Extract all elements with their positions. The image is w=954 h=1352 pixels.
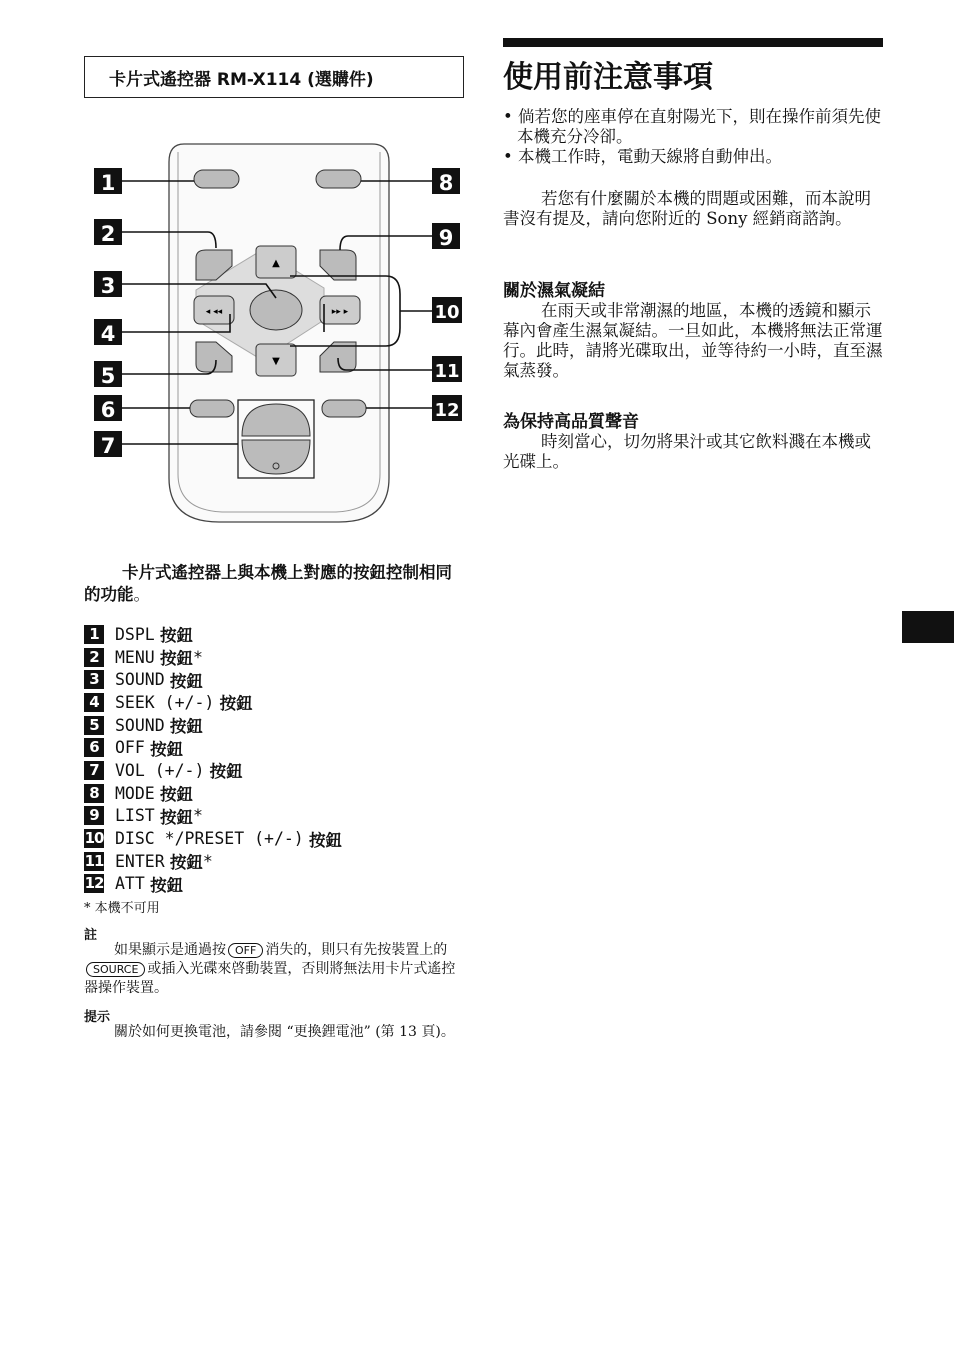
button-number-badge: 10 <box>84 829 104 848</box>
callout-8-label: 8 <box>438 171 454 195</box>
button-number-badge: 1 <box>84 625 104 644</box>
callout-8 <box>432 168 460 195</box>
button-list-item <box>84 668 468 691</box>
button-label: 按鈕 <box>160 807 193 827</box>
button-name: OFF <box>115 738 145 758</box>
button-label: 按鈕 <box>160 626 193 646</box>
button-list-item <box>84 782 468 805</box>
button-label: 按鈕 <box>150 739 184 759</box>
heading-sound-quality: 為保持高品質聲音 <box>503 412 639 432</box>
mode-button-shape <box>316 170 361 188</box>
button-name: DISC */PRESET (+/-) <box>115 829 304 849</box>
button-number-badge: 5 <box>84 716 104 735</box>
button-number-badge: 4 <box>84 693 104 712</box>
intro-tail: 。 <box>133 585 150 604</box>
callout-2 <box>94 219 122 246</box>
button-number-badge: 3 <box>84 670 104 689</box>
remote-title: 卡片式遙控器 RM-X114 (選購件) <box>109 69 374 90</box>
button-label: 按鈕 <box>209 762 243 782</box>
button-mark: * <box>193 806 203 826</box>
paragraph-sound-quality-text: 時刻當心，切勿將果汁或其它飲料濺在本機或光碟上。 <box>503 432 871 471</box>
callout-6 <box>94 395 122 422</box>
button-list-item <box>84 623 468 646</box>
source-button-pill: SOURCE <box>86 962 145 977</box>
callout-9 <box>432 223 460 250</box>
paragraph-condensation-text: 在雨天或非常潮濕的地區，本機的透鏡和顯示幕內會產生濕氣凝結。一旦如此，本機將無法正常運行。此時，請將光碟取出，並等待約一小時，直至濕氣蒸發。 <box>503 301 883 380</box>
paragraph-condensation <box>503 301 883 381</box>
paragraph-contact <box>503 189 883 229</box>
off-button-shape <box>190 400 234 417</box>
callout-12-label: 12 <box>434 400 460 421</box>
button-label: 按鈕 <box>169 717 203 737</box>
button-label: 按鈕 <box>160 649 193 669</box>
button-number-badge: 11 <box>84 851 104 870</box>
callout-2-label: 2 <box>100 222 116 246</box>
button-list-item <box>84 714 468 737</box>
off-button-pill: OFF <box>228 943 263 958</box>
callout-1 <box>94 168 122 195</box>
button-label: 按鈕 <box>309 830 342 850</box>
intro-text <box>84 562 468 606</box>
button-name: ENTER <box>115 851 165 871</box>
note-part3: 或插入光碟來啓動裝置，否則將無法用卡片式遙控器操作裝置。 <box>84 961 456 996</box>
note-part2: 消失的，則只有先按裝置上的 <box>265 942 448 958</box>
button-list-item <box>84 873 468 896</box>
button-list-item <box>84 827 468 850</box>
button-label: 按鈕 <box>160 785 193 805</box>
svg-text:▲: ▲ <box>272 258 280 269</box>
button-mark: * <box>193 647 203 667</box>
callout-3-label: 3 <box>100 274 116 298</box>
button-number-badge: 7 <box>84 761 104 780</box>
title-rule <box>503 38 883 47</box>
button-list-item <box>84 805 468 828</box>
button-number-badge: 8 <box>84 784 104 803</box>
button-label: 按鈕 <box>150 875 184 895</box>
button-name: DSPL <box>115 624 155 644</box>
svg-text:◂ ◂◂: ◂ ◂◂ <box>205 307 223 317</box>
button-list-item <box>84 691 468 714</box>
callout-4 <box>94 319 122 346</box>
section-edge-tab <box>902 611 954 643</box>
button-number-badge: 2 <box>84 648 104 667</box>
button-label: 按鈕 <box>169 853 203 873</box>
note-part1: 如果顯示是通過按 <box>114 942 226 958</box>
note-text <box>84 941 462 998</box>
svg-text:▸▸ ▸: ▸▸ ▸ <box>331 307 349 317</box>
callout-5 <box>94 361 122 388</box>
callout-12 <box>432 395 462 421</box>
button-name: SOUND <box>115 715 165 735</box>
callout-7-label: 7 <box>100 434 116 458</box>
tip-text <box>84 1023 462 1042</box>
button-list-item <box>84 759 468 782</box>
heading-condensation: 關於濕氣凝結 <box>503 281 605 301</box>
bullet-item: • 本機工作時，電動天線將自動伸出。 <box>503 147 782 166</box>
footnote: * 本機不可用 <box>84 901 160 916</box>
button-name: LIST <box>115 806 155 826</box>
callout-7 <box>94 431 122 458</box>
precaution-bullets <box>503 107 883 167</box>
remote-diagram <box>84 138 474 538</box>
button-number-badge: 12 <box>84 874 104 893</box>
button-label: 按鈕 <box>219 694 253 714</box>
button-list-item <box>84 646 468 669</box>
tip-heading: 提示 <box>84 1010 111 1025</box>
dspl-button-shape <box>194 170 239 188</box>
button-number-badge: 6 <box>84 738 104 757</box>
button-list-item <box>84 850 468 873</box>
paragraph-sound-quality <box>503 432 883 472</box>
callout-10-label: 10 <box>434 302 460 323</box>
note-heading: 註 <box>84 928 98 943</box>
button-mark: * <box>202 851 213 871</box>
button-name: MODE <box>115 783 155 803</box>
callout-1-label: 1 <box>100 171 116 195</box>
button-list-item <box>84 736 468 759</box>
sound-center-button-shape <box>250 290 302 330</box>
button-name: ATT <box>115 874 145 894</box>
button-number-badge: 9 <box>84 806 104 825</box>
button-name: SOUND <box>115 670 165 690</box>
tip-body: 關於如何更換電池，請參閱 “更換鋰電池” (第 13 頁)。 <box>114 1024 455 1040</box>
page-title: 使用前注意事項 <box>503 60 713 95</box>
callout-11-label: 11 <box>434 361 460 382</box>
callout-6-label: 6 <box>100 398 116 422</box>
callout-9-label: 9 <box>438 226 454 250</box>
intro-bold: 卡片式遙控器上與本機上對應的按鈕控制相同的功能 <box>84 563 452 604</box>
callout-11 <box>432 356 462 382</box>
callout-4-label: 4 <box>100 322 116 346</box>
paragraph-contact-text: 若您有什麼關於本機的問題或困難，而本說明書沒有提及，請向您附近的 Sony 經銷商諮詢。 <box>503 189 871 228</box>
remote-title-box <box>84 56 464 98</box>
callout-5-label: 5 <box>100 364 116 388</box>
button-label: 按鈕 <box>169 671 203 691</box>
button-name: SEEK (+/-) <box>115 692 215 712</box>
button-list <box>84 623 468 895</box>
callout-3 <box>94 271 122 298</box>
svg-text:▼: ▼ <box>272 356 280 367</box>
callout-10 <box>432 297 462 323</box>
button-name: MENU <box>115 647 155 667</box>
button-name: VOL (+/-) <box>115 760 205 780</box>
att-button-shape <box>322 400 366 417</box>
bullet-item: • 倘若您的座車停在直射陽光下，則在操作前須先使本機充分冷卻。 <box>503 107 881 146</box>
